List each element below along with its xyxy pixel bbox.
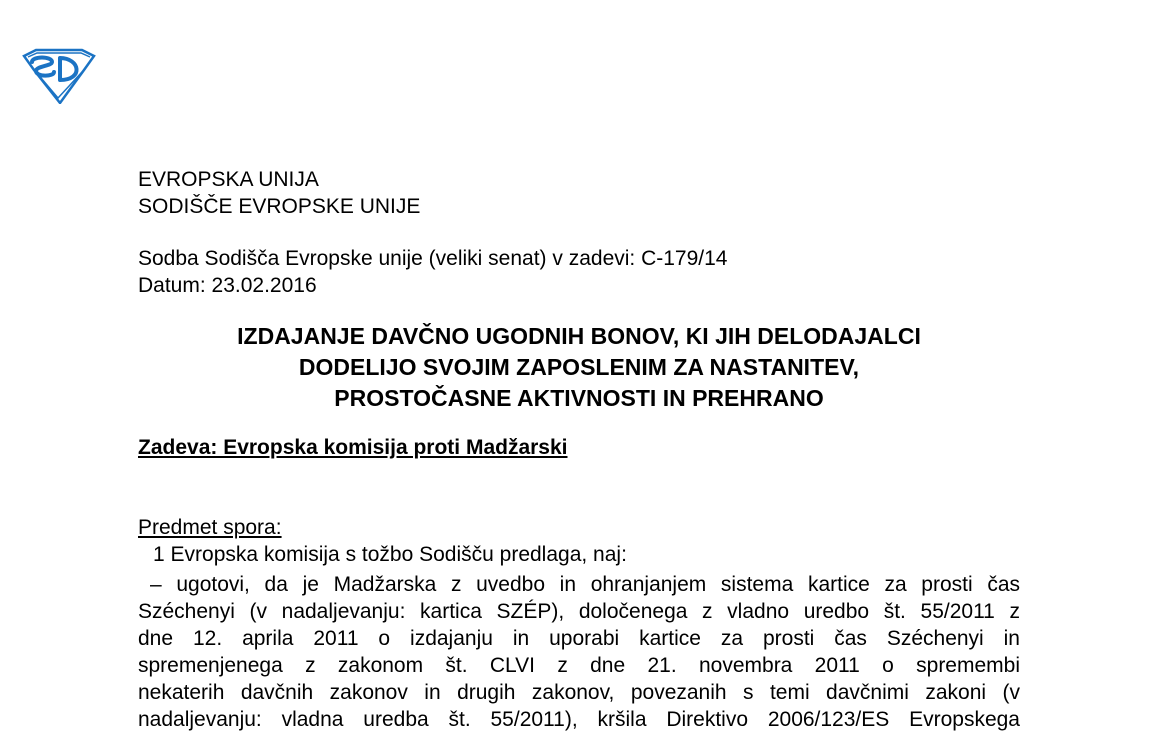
paragraph-1: 1 Evropska komisija s tožbo Sodišču predlaga, naj: — [153, 543, 627, 566]
paragraph-2-line: Széchenyi (v nadaljevanju: kartica SZÉP), določenega z vladno uredbo št. 55/2011 z — [138, 600, 1020, 623]
paragraph-2-line: dne 12. aprila 2011 o izdajanju in uporabi kartice za prosti čas Széchenyi in — [138, 627, 1020, 650]
document-title — [128, 321, 1030, 414]
sd-shield-logo-icon — [22, 48, 96, 104]
paragraph-2-line: nekaterih davčnih zakonov in drugih zakonov, povezanih s temi davčnimi zakoni (v — [138, 681, 1020, 704]
subject-heading: Predmet spora: — [138, 516, 282, 539]
title-line-1: IZDAJANJE DAVČNO UGODNIH BONOV, KI JIH DELODAJALCI — [237, 323, 921, 349]
header-court: SODIŠČE EVROPSKE UNIJE — [138, 195, 421, 218]
document-body — [138, 166, 1020, 733]
sd-logo — [22, 48, 96, 104]
paragraph-2-line: nadaljevanju: vladna uredba št. 55/2011), kršila Direktivo 2006/123/ES Evropskega — [138, 708, 1020, 731]
paragraph-2-line: spremenjenega z zakonom št. CLVI z dne 21. novembra 2011 o spremembi — [138, 654, 1020, 677]
paragraph-2-line: – ugotovi, da je Madžarska z uvedbo in ohranjanjem sistema kartice za prosti čas — [150, 573, 1020, 596]
case-heading: Zadeva: Evropska komisija proti Madžarski — [138, 436, 568, 459]
judgment-reference: Sodba Sodišča Evropske unije (veliki senat) v zadevi: C-179/14 — [138, 247, 728, 270]
title-line-3: PROSTOČASNE AKTIVNOSTI IN PREHRANO — [334, 385, 824, 411]
paragraph-2 — [138, 571, 1020, 733]
title-line-2: DODELIJO SVOJIM ZAPOSLENIM ZA NASTANITEV, — [298, 354, 860, 380]
header-eu: EVROPSKA UNIJA — [138, 168, 319, 191]
judgment-date: Datum: 23.02.2016 — [138, 274, 317, 297]
